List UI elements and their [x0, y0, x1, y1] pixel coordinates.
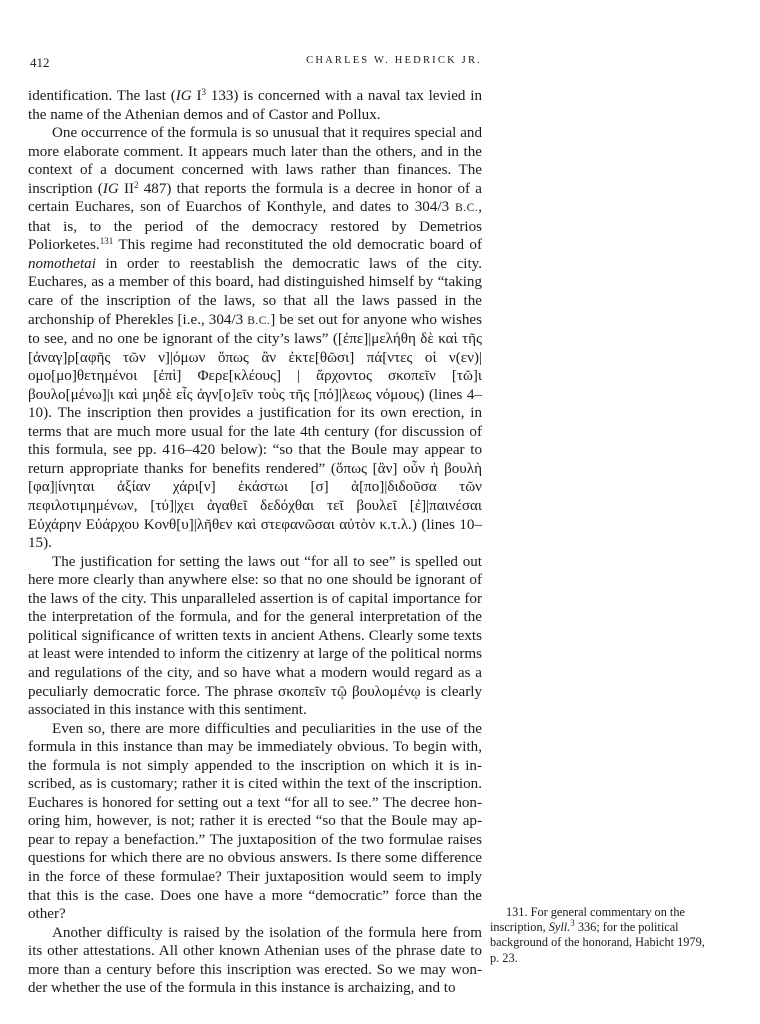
- footnote-text: 131. For general commentary on the inscription, Syll.$^3$ 336; for the political background of the honorand, Habicht 1979, p. 23.: [490, 905, 705, 965]
- running-title: CHARLES W. HEDRICK JR.: [306, 55, 482, 66]
- paragraph-1: identification. The last (IG $I^3$ 133) is concerned with a naval tax levied in the name of the Athenian demos and of Castor and Pollux.: [28, 87, 482, 123]
- paragraph-3: The justification for setting the laws out “for all to see” is spelled out here more clearly than anywhere else: so that no one should be ignorant of the laws of the city. This unparalleled assertion is of capital importance for the interpretation of the formula, and for the general interpretation of the political significance of written texts in ancient Athens. Clearly some texts at least were intended to inform the citizenry at large of the political norms and regulations of the city, and so have what a modern would regard as a peculiarly democratic force. The phrase σκοπεῖν τῷ βουλομένῳ is clearly associated in this instance with this sentiment.: [28, 553, 482, 719]
- paragraph-4: Even so, there are more difficulties and peculiarities in the use of the formula in this instance than may be immediately obvious. To begin with, the formula is not simply appended to the inscription on which it is inscribed, as is customary; rather it is cited within the text of the inscription. Euchares is honored for setting out a text “for all to see.” The decree honoring him, however, is not; rather it is erected “so that the Boule may appear to repay a benefaction.” The juxtaposition of the two formulae raises questions for which there are no obvious answers. Is there some difference in the force of these formulae? Their juxtaposition would seem to imply that this is the case. Does one have a more “democratic” force than the other?: [28, 720, 482, 923]
- footnote-131: [490, 905, 714, 966]
- paragraph-5: Another difficulty is raised by the isolation of the formula here from its other attestations. All other known Athenian uses of the phrase date to more than a century before this inscription was erected. So we may wonder whether the use of the formula in this instance is archaizing, and to: [28, 924, 482, 997]
- running-head: [30, 55, 482, 71]
- main-text: [28, 87, 482, 998]
- footnote-ref-131[interactable]: 131: [99, 236, 114, 247]
- page-number: 412: [30, 55, 50, 70]
- paragraph-2: One occurrence of the formula is so unusual that it requires special and more elaborate comment. It appears much later than the others, and in the context of a document concerned with laws rather than finances. The inscription (IG $II^2$ 487) that reports the formula is a decree in honor of a certain Euchares, son of Euarchos of Konthyle, and dates to 304/3 B.C., that is, to the period of the democracy restored by Demetrios Poliorketes.$^{131}$ This regime had reconstituted the old democratic board of nomothetai in order to reestablish the democratic laws of the city. Euchares, as a member of this board, had distinguished himself by “taking care of the inscription of the laws, so that all the laws passed in the archonship of Pherekles [i.e., 304/3 B.C.] be set out for anyone who wishes to see, and no one be ignorant of the city’s laws” ([ἐπε]|μελήθη δὲ καὶ τῆς [ἀναγ]ρ[αφῆς τῶν ν]|όμων ὅπως ἂν ἐκτε[θῶσι] πά[ντες οἱ ν(εν)|ομο[μο]θετημένοι [ἐπὶ] Φερε[κλέους] | ἄρχοντος σκοπεῖν [τῶ]ι βουλο[μένω]|ι καὶ μηδὲ εἷς ἀγν[ο]εῖν τοὺς τῆς [πό]|λεως νόμους) (lines 4–10). The inscription then provides a justification for its own erection, in terms that are much more usual for the late 4th century (for discussion of this formula, see pp. 416–420 below): “so that the Boule may appear to return appropriate thanks for benefits rendered” (ὅπως [ἂν] οὖν ἡ βουλὴ [φα]|ίνηται ἀξίαν χάρι[ν] ἑκάστωι [σ] ἀ[πο]|διδοῦσα τῶν πεφιλοτιμημένων, [τύ]|χει ἀγαθεῖ δεδόχθαι τεῖ βουλεῖ [ἐ]|παινέσαι Εὐχάρην Εὐάρχου Κονθ[υ]|λῆθεν καὶ στεφανῶσαι αὐτὸν κ.τ.λ.) (lines 10–15).: [28, 125, 482, 552]
